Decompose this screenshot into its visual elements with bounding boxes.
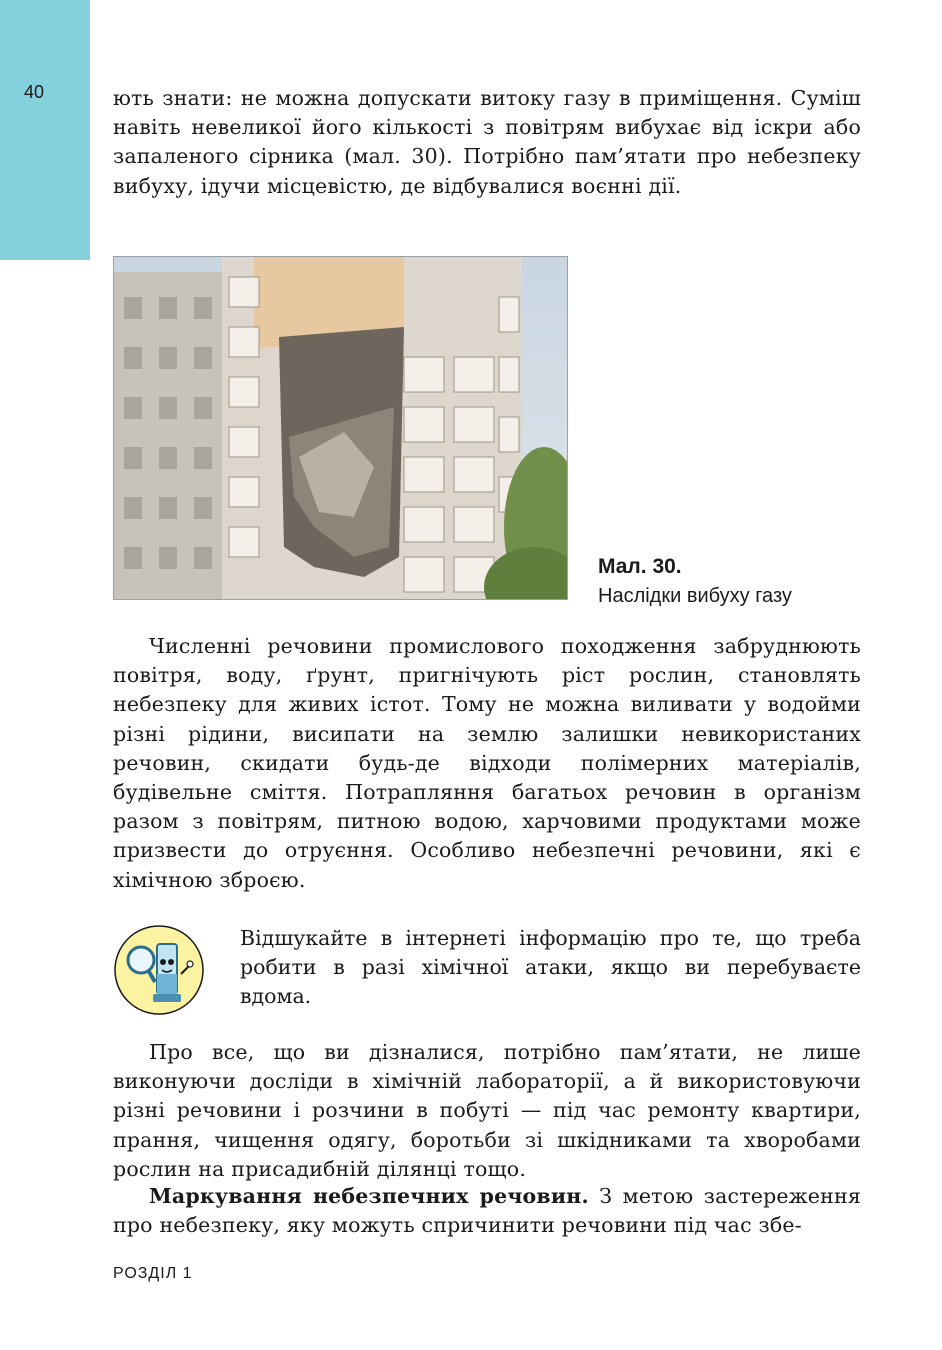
section-footer: РОЗДІЛ 1 xyxy=(113,1265,193,1282)
chapter-color-tab xyxy=(0,0,90,260)
paragraph-hazard-labeling xyxy=(113,1182,861,1240)
figure-caption xyxy=(598,553,792,611)
figure-caption-text: Наслідки вибуху газу xyxy=(598,585,792,607)
figure-title: Мал. 30. xyxy=(598,555,682,578)
hazard-labeling-text: З метою застереження про небезпеку, яку можуть спричинити речовини під час збе- xyxy=(113,1184,861,1238)
paragraph-remember-safety: Про все, що ви дізналися, потрібно пам’ятати, не лише виконуючи досліди в хімічній лабораторії, а й використовуючи різні речовини і розчини в побуті — під час ремонту квартири, прання, чищення одягу, боротьби зі шкідниками та хворобами рослин на присадибній ділянці тощо. xyxy=(113,1040,861,1181)
paragraph-gas-leak: ють знати: не можна допускати витоку газу в приміщення. Суміш навіть невеликої його кількості з повітрям вибухає від іскри або запаленого сірника (мал. 30). Потрібно пам’ятати про небезпеку вибуху, ідучи місцевістю, де відбувалися воєнні дії. xyxy=(113,86,861,198)
figure-30-photo-damaged-building xyxy=(113,256,568,600)
paragraph-industrial-substances: Численні речовини промислового походження забруднюють повітря, воду, ґрунт, пригнічують ріст рослин, становлять небезпеку для живих істот. Тому не можна виливати у водойми різні рідини, висипати на землю залишки невикористаних речовин, скидати будь-де відходи полімерних матеріалів, будівельне сміття. Потрапляння багатьох речовин в організм разом з повітрям, питною водою, харчовими продуктами може призвести до отруєння. Особливо небезпечні речовини, які є хімічною зброєю. xyxy=(113,634,861,892)
task-search-chemical-attack: Відшукайте в інтернеті інформацію про те, що треба робити в разі хімічної атаки, якщо ви перебуваєте вдома. xyxy=(240,926,861,1009)
page-number: 40 xyxy=(24,82,45,102)
magnifier-beaker-mascot-icon xyxy=(113,924,205,1016)
hazard-labeling-heading: Маркування небезпечних речовин. xyxy=(149,1184,589,1208)
damaged-building-image xyxy=(114,257,568,600)
